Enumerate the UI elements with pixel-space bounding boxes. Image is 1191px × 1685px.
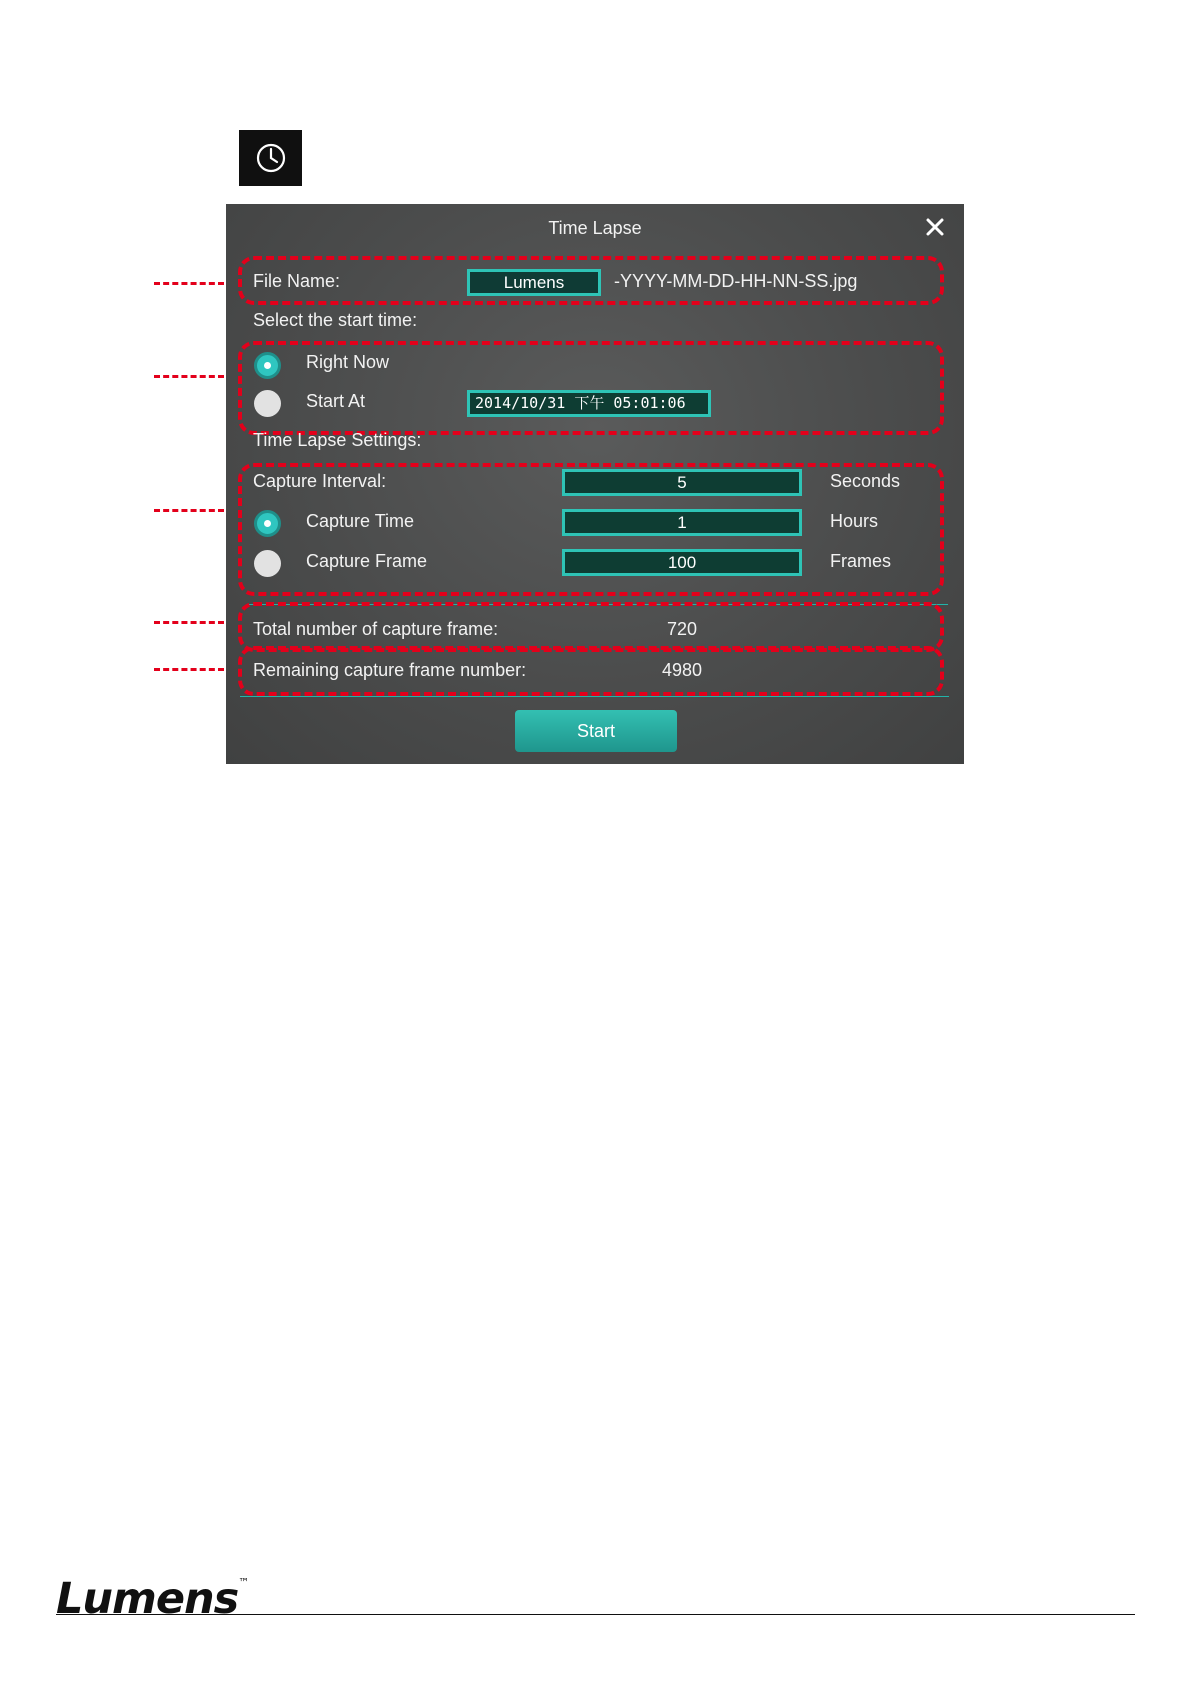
start-at-label: Start At xyxy=(306,391,366,411)
select-start-label: Select the start time: xyxy=(253,310,418,330)
file-name-input[interactable]: Lumens xyxy=(467,269,601,296)
capture-time-input[interactable]: 1 xyxy=(562,509,802,536)
file-name-suffix: -YYYY-MM-DD-HH-NN-SS.jpg xyxy=(614,271,858,291)
total-frames-value: 720 xyxy=(667,619,698,639)
annotation-marker-1 xyxy=(154,282,224,285)
capture-frame-unit: Frames xyxy=(830,551,892,571)
capture-interval-input[interactable]: 5 xyxy=(562,469,802,496)
capture-frame-input[interactable]: 100 xyxy=(562,549,802,576)
dialog-title: Time Lapse xyxy=(548,218,642,238)
remaining-frames-value: 4980 xyxy=(662,660,703,680)
total-frames-label: Total number of capture frame: xyxy=(253,619,499,639)
clock-icon xyxy=(253,140,289,176)
capture-interval-unit: Seconds xyxy=(830,471,901,491)
capture-time-radio[interactable] xyxy=(254,510,281,537)
annotation-marker-5 xyxy=(154,668,224,671)
annotation-marker-3 xyxy=(154,509,224,512)
capture-time-unit: Hours xyxy=(830,511,879,531)
time-lapse-dialog xyxy=(226,204,964,764)
close-icon[interactable] xyxy=(922,214,948,240)
footer-rule xyxy=(56,1614,1135,1615)
annotation-marker-4 xyxy=(154,621,224,624)
start-button[interactable]: Start xyxy=(515,710,677,752)
right-now-label: Right Now xyxy=(306,352,390,372)
remaining-frames-label: Remaining capture frame number: xyxy=(253,660,527,680)
capture-frame-radio[interactable] xyxy=(254,550,281,577)
right-now-radio[interactable] xyxy=(254,352,281,379)
file-name-label: File Name: xyxy=(253,271,341,291)
annotation-marker-2 xyxy=(154,375,224,378)
divider-bottom xyxy=(240,696,949,697)
capture-frame-label: Capture Frame xyxy=(306,551,428,571)
start-at-radio[interactable] xyxy=(254,390,281,417)
capture-time-label: Capture Time xyxy=(306,511,415,531)
start-at-datetime-input[interactable]: 2014/10/31 下午 05:01:06 xyxy=(467,390,711,417)
lumens-logo: Lumens™ xyxy=(56,1574,249,1624)
settings-label: Time Lapse Settings: xyxy=(253,430,422,450)
capture-interval-label: Capture Interval: xyxy=(253,471,387,491)
time-lapse-toolbar-button[interactable] xyxy=(239,130,302,186)
